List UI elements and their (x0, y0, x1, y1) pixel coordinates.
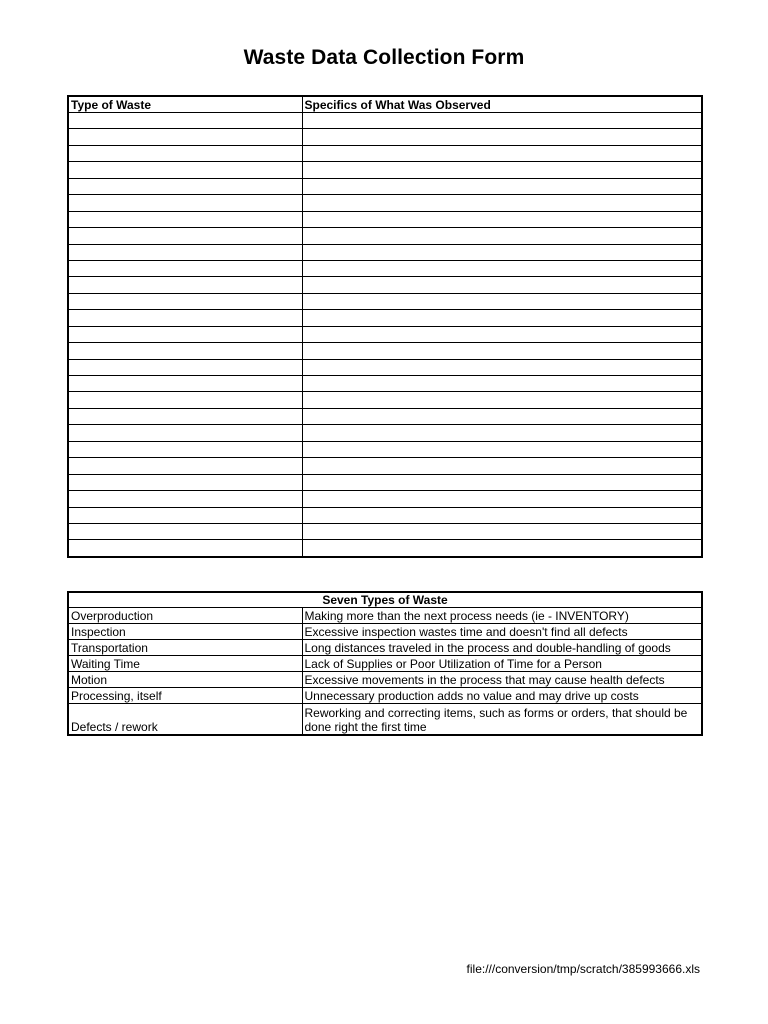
table-row (68, 491, 702, 507)
type-of-waste-entry-cell[interactable] (68, 392, 302, 408)
waste-description-cell: Excessive inspection wastes time and doesn't find all defects (302, 624, 702, 640)
table-row (68, 425, 702, 441)
waste-description-cell: Unnecessary production adds no value and may drive up costs (302, 688, 702, 704)
type-of-waste-entry-cell[interactable] (68, 376, 302, 392)
specifics-entry-cell[interactable] (302, 523, 702, 539)
type-of-waste-entry-cell[interactable] (68, 310, 302, 326)
specifics-entry-cell[interactable] (302, 178, 702, 194)
specifics-entry-cell[interactable] (302, 458, 702, 474)
column-header-specifics: Specifics of What Was Observed (302, 96, 702, 113)
specifics-entry-cell[interactable] (302, 260, 702, 276)
table-row (68, 376, 702, 392)
table-row (68, 441, 702, 457)
type-of-waste-entry-cell[interactable] (68, 507, 302, 523)
waste-log-body (68, 113, 702, 557)
reference-title-row (68, 592, 702, 608)
table-row (68, 129, 702, 145)
table-row (68, 113, 702, 129)
specifics-entry-cell[interactable] (302, 145, 702, 161)
type-of-waste-entry-cell[interactable] (68, 178, 302, 194)
type-of-waste-entry-cell[interactable] (68, 408, 302, 424)
waste-description-cell: Lack of Supplies or Poor Utilization of Time for a Person (302, 656, 702, 672)
table-row (68, 145, 702, 161)
table-row (68, 656, 702, 672)
type-of-waste-entry-cell[interactable] (68, 162, 302, 178)
waste-type-cell: Inspection (68, 624, 302, 640)
specifics-entry-cell[interactable] (302, 162, 702, 178)
type-of-waste-entry-cell[interactable] (68, 195, 302, 211)
type-of-waste-entry-cell[interactable] (68, 425, 302, 441)
specifics-entry-cell[interactable] (302, 343, 702, 359)
type-of-waste-entry-cell[interactable] (68, 441, 302, 457)
waste-type-cell: Processing, itself (68, 688, 302, 704)
waste-log-table (67, 95, 703, 558)
type-of-waste-entry-cell[interactable] (68, 129, 302, 145)
table-row (68, 162, 702, 178)
waste-description-cell: Making more than the next process needs (ie - INVENTORY) (302, 608, 702, 624)
type-of-waste-entry-cell[interactable] (68, 540, 302, 557)
table-row (68, 277, 702, 293)
type-of-waste-entry-cell[interactable] (68, 228, 302, 244)
table-row (68, 244, 702, 260)
table-row (68, 507, 702, 523)
specifics-entry-cell[interactable] (302, 195, 702, 211)
table-row (68, 704, 702, 736)
table-row (68, 458, 702, 474)
table-row (68, 293, 702, 309)
specifics-entry-cell[interactable] (302, 376, 702, 392)
file-path-footer: file:///conversion/tmp/scratch/385993666.xls (466, 962, 700, 976)
type-of-waste-entry-cell[interactable] (68, 260, 302, 276)
type-of-waste-entry-cell[interactable] (68, 523, 302, 539)
specifics-entry-cell[interactable] (302, 491, 702, 507)
table-row (68, 178, 702, 194)
specifics-entry-cell[interactable] (302, 211, 702, 227)
type-of-waste-entry-cell[interactable] (68, 113, 302, 129)
reference-table-title: Seven Types of Waste (68, 592, 702, 608)
table-row (68, 326, 702, 342)
specifics-entry-cell[interactable] (302, 392, 702, 408)
waste-description-cell: Excessive movements in the process that may cause health defects (302, 672, 702, 688)
type-of-waste-entry-cell[interactable] (68, 491, 302, 507)
waste-description-cell: Reworking and correcting items, such as forms or orders, that should be done right the first time (302, 704, 702, 736)
waste-log-header-row (68, 96, 702, 113)
table-row (68, 688, 702, 704)
specifics-entry-cell[interactable] (302, 113, 702, 129)
table-row (68, 624, 702, 640)
waste-type-cell: Defects / rework (68, 704, 302, 736)
table-row (68, 608, 702, 624)
waste-type-cell: Transportation (68, 640, 302, 656)
table-row (68, 408, 702, 424)
specifics-entry-cell[interactable] (302, 408, 702, 424)
waste-type-cell: Waiting Time (68, 656, 302, 672)
specifics-entry-cell[interactable] (302, 540, 702, 557)
type-of-waste-entry-cell[interactable] (68, 277, 302, 293)
waste-type-cell: Overproduction (68, 608, 302, 624)
type-of-waste-entry-cell[interactable] (68, 293, 302, 309)
table-row (68, 310, 702, 326)
specifics-entry-cell[interactable] (302, 293, 702, 309)
table-row (68, 474, 702, 490)
table-row (68, 260, 702, 276)
specifics-entry-cell[interactable] (302, 228, 702, 244)
specifics-entry-cell[interactable] (302, 425, 702, 441)
specifics-entry-cell[interactable] (302, 310, 702, 326)
waste-description-cell: Long distances traveled in the process and double-handling of goods (302, 640, 702, 656)
type-of-waste-entry-cell[interactable] (68, 474, 302, 490)
column-header-type-of-waste: Type of Waste (68, 96, 302, 113)
table-row (68, 211, 702, 227)
specifics-entry-cell[interactable] (302, 474, 702, 490)
table-row (68, 640, 702, 656)
type-of-waste-entry-cell[interactable] (68, 145, 302, 161)
page-title: Waste Data Collection Form (243, 46, 525, 69)
waste-type-cell: Motion (68, 672, 302, 688)
table-row (68, 228, 702, 244)
seven-types-of-waste-table (67, 591, 703, 736)
specifics-entry-cell[interactable] (302, 507, 702, 523)
table-row (68, 540, 702, 557)
table-row (68, 359, 702, 375)
type-of-waste-entry-cell[interactable] (68, 343, 302, 359)
type-of-waste-entry-cell[interactable] (68, 211, 302, 227)
table-row (68, 392, 702, 408)
specifics-entry-cell[interactable] (302, 326, 702, 342)
type-of-waste-entry-cell[interactable] (68, 326, 302, 342)
table-row (68, 343, 702, 359)
specifics-entry-cell[interactable] (302, 359, 702, 375)
specifics-entry-cell[interactable] (302, 277, 702, 293)
type-of-waste-entry-cell[interactable] (68, 244, 302, 260)
specifics-entry-cell[interactable] (302, 129, 702, 145)
specifics-entry-cell[interactable] (302, 244, 702, 260)
type-of-waste-entry-cell[interactable] (68, 458, 302, 474)
table-row (68, 523, 702, 539)
type-of-waste-entry-cell[interactable] (68, 359, 302, 375)
table-row (68, 672, 702, 688)
table-row (68, 195, 702, 211)
specifics-entry-cell[interactable] (302, 441, 702, 457)
